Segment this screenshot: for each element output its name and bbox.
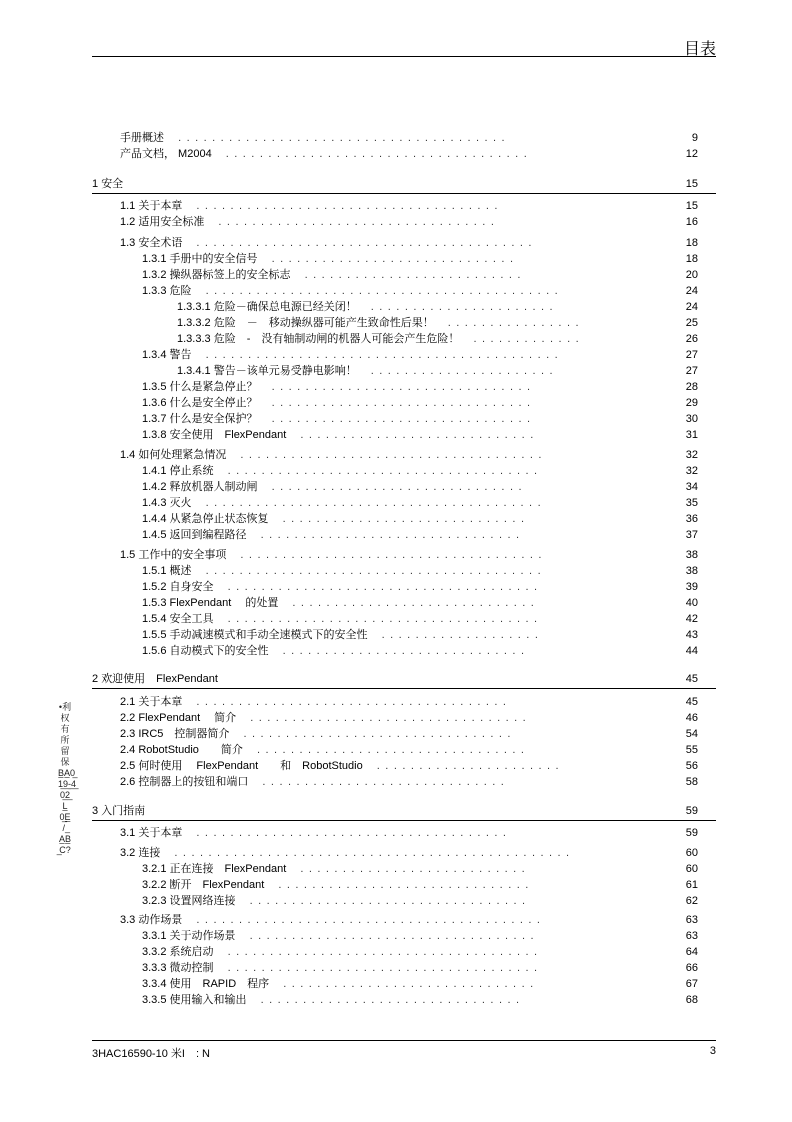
toc-page-number: 29 [685,397,698,409]
toc-entry [92,929,698,943]
toc-page-number: 63 [685,930,698,942]
toc-number: 1.4.4 [142,513,167,525]
toc-title: 灭火 [169,497,192,509]
toc-entry [92,596,698,610]
toc-leader-dots: . . . . . . . . . . . . . . . . . . . . . . . . . . . . . . . [271,413,532,425]
toc-number: 1.3.3.2 [177,317,211,329]
toc-entry [92,743,698,757]
toc-leader-dots: . . . . . . . . . . . . . . . . . . . . . . . . . . . . . . . . . . . . . [196,827,508,839]
side-text: •利权有所留保B̲A̲0̲1̲9̲-̲4̲0̲2̲ L̲ 0̲E̲ / ̲ A̲B̲ ̲C? [58,702,77,855]
toc-title: 危险 － 移动操纵器可能产生致命性后果！ [213,317,434,329]
toc-page-number: 46 [685,712,698,724]
toc-title: 断开 FlexPendant [169,879,265,891]
toc-number: 1.3 [120,237,136,249]
toc-entry [92,993,698,1007]
toc-title: 警告－该单元易受静电影响！ [213,365,357,377]
toc-title: 连接 [138,847,161,859]
toc-leader-dots: . . . . . . . . . . . . . . . . . . . . . . . . . . . . . . . . . . [249,930,535,942]
toc-title: 工作中的安全事项 [138,549,227,561]
toc-leader-dots: . . . . . . . . . . . . . . . . . . . . . . . . . . . . . . . . [243,728,512,740]
toc-number: 1.3.3 [142,285,167,297]
toc-title: 什么是安全保护？ [169,413,258,425]
toc-page-number: 38 [685,565,698,577]
toc-page-number: 38 [685,549,698,561]
toc-leader-dots: . . . . . . . . . . . . . . . . [447,317,580,329]
toc-number: 1.1 [120,200,136,212]
toc-title: 安全术语 [138,237,183,249]
toc-page-number: 68 [685,994,698,1006]
toc-title: 关于本章 [138,200,183,212]
toc-leader-dots: . . . . . . . . . . . . . . . . . . . . . . . . . . . . . . [278,879,530,891]
page-title: 目表 [683,39,716,58]
toc-number: 2.5 [120,760,136,772]
toc-number: 3.3.1 [142,930,167,942]
toc-entry [92,775,698,789]
toc-number: 1.4.3 [142,497,167,509]
toc-page-number: 59 [685,805,698,817]
toc-number: 2.1 [120,696,136,708]
toc-title: 关于本章 [138,827,183,839]
toc-title: 使用 RAPID 程序 [169,978,270,990]
toc-entry [92,480,698,494]
toc-leader-dots: . . . . . . . . . . . . . . . . . . . . . . . . . . . . . . [271,481,523,493]
toc-entry [92,528,698,542]
toc-entry [92,348,698,362]
toc-entry [92,512,698,526]
toc-page-number: 37 [685,529,698,541]
toc-page-number: 32 [685,465,698,477]
toc-number: 2.6 [120,776,136,788]
toc-title: IRC5 控制器简介 [138,728,230,740]
toc-title: 安全 [101,178,124,190]
toc-chapter [92,177,698,191]
toc-entry [92,961,698,975]
toc-title: 从紧急停止状态恢复 [169,513,269,525]
toc-page-number: 30 [685,413,698,425]
toc-number: 1.3.7 [142,413,167,425]
toc-entry [92,199,698,213]
toc-title: 微动控制 [169,962,214,974]
toc-page-number: 42 [685,613,698,625]
toc-number: 1.5.3 [142,597,167,609]
toc-leader-dots: . . . . . . . . . . . . . . . . . . . . . . . . . . . . . . . . . . . . . . . . [205,497,542,509]
toc-title: 手册中的安全信号 [169,253,258,265]
toc-leader-dots: . . . . . . . . . . . . . . . . . . . . . . . . . . . . . . . . . . . . . [227,465,539,477]
toc-leader-dots: . . . . . . . . . . . . . . . . . . . . . . . . . . . . . [262,776,506,788]
toc-leader-dots: . . . . . . . . . . . . . . . . . . . . . . . . . . . . . . . . . . . . . . . . . . [205,285,559,297]
toc-leader-dots: . . . . . . . . . . . . . . . . . . . . . . . . . . . . . [282,513,526,525]
toc-entry [92,332,698,346]
toc-number: 1.3.2 [142,269,167,281]
footer-page-number: 3 [709,1045,716,1057]
toc-number: 2.3 [120,728,136,740]
toc-page-number: 67 [685,978,698,990]
toc-number: 1.3.6 [142,397,167,409]
footer-doc-id: 3HAC16590-10 米I : N [92,1048,210,1060]
toc-page-number: 60 [685,863,698,875]
toc-number: 1.4.1 [142,465,167,477]
toc-title: FlexPendant 的处置 [169,597,279,609]
toc-title: 手册概述 [120,132,164,144]
toc-page-number: 27 [685,365,698,377]
toc-title: 危险 [169,285,192,297]
toc-page-number: 45 [685,696,698,708]
toc-number: 1.4 [120,449,136,461]
toc-title: 适用安全标准 [138,216,205,228]
toc-number: 1.4.2 [142,481,167,493]
toc-entry [92,894,698,908]
toc-title: 使用输入和输出 [169,994,247,1006]
toc-entry [92,580,698,594]
toc-page-number: 54 [685,728,698,740]
chapter-rule [92,688,716,689]
toc-entry [92,252,698,266]
toc-title: 停止系统 [169,465,214,477]
toc-entry [92,977,698,991]
toc-page-number: 31 [685,429,698,441]
toc-chapter [92,804,698,818]
toc-title: 系统启动 [169,946,214,958]
toc-entry [92,236,698,250]
toc-page-number: 18 [685,253,698,265]
toc-title: 自身安全 [169,581,214,593]
toc-leader-dots: . . . . . . . . . . . . . . . . . . . . . . . . . . . . . . . [271,397,532,409]
toc-entry [92,826,698,840]
toc-leader-dots: . . . . . . . . . . . . . . . . . . . . . . . . . . . . . . . . . . . . . . . . [205,565,542,577]
toc-title: 如何处理紧急情况 [138,449,227,461]
top-rule [92,56,716,57]
toc-leader-dots: . . . . . . . . . . . . . . . . . . . . . . . . . . . . [300,429,535,441]
toc-title: 操纵器标签上的安全标志 [169,269,291,281]
toc-leader-dots: . . . . . . . . . . . . . . . . . . . . . . . . . . . . . [271,253,515,265]
toc-leader-dots: . . . . . . . . . . . . . . . . . . . . . . . . . . . . . . . . . . . . [225,148,528,160]
toc-title: 控制器上的按钮和端口 [138,776,249,788]
toc-title: 手动减速模式和手动全速模式下的安全性 [169,629,368,641]
chapter-rule [92,193,716,194]
toc-number: 1.4.5 [142,529,167,541]
toc-leader-dots: . . . . . . . . . . . . . . . . . . . . . . [370,301,554,313]
toc-number: 3.3 [120,914,136,926]
toc-number: 3.2.3 [142,895,167,907]
toc-leader-dots: . . . . . . . . . . . . . . . . . . . . . . . . . . . . . . . . . . . . [240,549,543,561]
toc-page-number: 61 [685,879,698,891]
toc-page-number: 15 [685,200,698,212]
toc-title: 什么是安全停止？ [169,397,258,409]
toc-page-number: 28 [685,381,698,393]
toc-entry [92,147,698,161]
toc-title: 欢迎使用 FlexPendant [101,673,218,685]
toc-entry [92,711,698,725]
toc-leader-dots: . . . . . . . . . . . . . . . . . . . . . . . . . . . . . [292,597,536,609]
toc-page-number: 24 [685,285,698,297]
toc-page-number: 55 [685,744,698,756]
toc-title: 何时使用 FlexPendant 和 RobotStudio [138,760,363,772]
toc-leader-dots: . . . . . . . . . . . . . . . . . . . . . . . . . . . . . . . . . . . . . . . . . . [205,349,559,361]
toc-leader-dots: . . . . . . . . . . . . . . . . . . . . . . . . . . . . . . . . . [250,712,527,724]
toc-title: 自动模式下的安全性 [169,645,269,657]
toc-leader-dots: . . . . . . . . . . . . . . . . . . . . . . . . . . . . . [282,645,526,657]
toc-number: 1.3.1 [142,253,167,265]
toc-page-number: 66 [685,962,698,974]
toc-page-number: 45 [685,673,698,685]
toc-title: 返回到编程路径 [169,529,247,541]
toc-entry [92,131,698,145]
toc-page-number: 16 [685,216,698,228]
toc-leader-dots: . . . . . . . . . . . . . . . . . . . . . . . . . . . . . . . . . [249,895,527,907]
toc-entry [92,448,698,462]
toc-entry [92,846,698,860]
toc-entry [92,628,698,642]
toc-title: 动作场景 [138,914,183,926]
toc-entry [92,727,698,741]
toc-leader-dots: . . . . . . . . . . . . . . . . . . . . . . . . . . . . . . . . [256,744,526,756]
toc-page-number: 62 [685,895,698,907]
toc-page-number: 32 [685,449,698,461]
toc-number: 1.3.3.3 [177,333,211,345]
toc-leader-dots: . . . . . . . . . . . . . . . . . . . . . . . . . . . . . . . . . [218,216,496,228]
toc-title: 设置网络连接 [169,895,236,907]
toc-page-number: 36 [685,513,698,525]
toc-page-number: 60 [685,847,698,859]
toc-leader-dots: . . . . . . . . . . . . . . . . . . . . . . . . . . . [300,863,526,875]
toc-page-number: 43 [685,629,698,641]
toc-leader-dots: . . . . . . . . . . . . . . . . . . . . . . . . . . . . . . . . . . . . . [196,696,508,708]
toc-title: 危险－确保总电源已经关闭！ [213,301,357,313]
toc-leader-dots: . . . . . . . . . . . . . . . . . . . . . . [376,760,560,772]
toc-number: 1.5.2 [142,581,167,593]
toc-page-number: 63 [685,914,698,926]
toc-entry [92,878,698,892]
toc-entry [92,496,698,510]
toc-title: FlexPendant 简介 [138,712,237,724]
toc-number: 3 [92,805,99,817]
toc-title: 释放机器人制动闸 [169,481,258,493]
toc-entry [92,268,698,282]
toc-title: 正在连接 FlexPendant [169,863,287,875]
toc-page-number: 25 [685,317,698,329]
toc-entry [92,759,698,773]
toc-page-number: 58 [685,776,698,788]
toc-number: 3.1 [120,827,136,839]
toc-leader-dots: . . . . . . . . . . . . . . . . . . . . . . . . . . . . . . . . . . . . . . . [178,132,506,144]
toc-entry [92,215,698,229]
toc-title: 安全使用 FlexPendant [169,429,287,441]
toc-leader-dots: . . . . . . . . . . . . . [473,333,580,345]
toc-page-number: 35 [685,497,698,509]
toc-page-number: 15 [685,178,698,190]
toc-title: 警告 [169,349,192,361]
toc-number: 1.3.8 [142,429,167,441]
toc-number: 2 [92,673,99,685]
toc-page-number: 34 [685,481,698,493]
toc-number: 2.2 [120,712,136,724]
chapter-rule [92,820,716,821]
toc-title: 安全工具 [169,613,214,625]
toc-leader-dots: . . . . . . . . . . . . . . . . . . . . . . . . . . [304,269,522,281]
toc-leader-dots: . . . . . . . . . . . . . . . . . . . . . . . . . . . . . . . . . . . . . . . . . . . . . . . [174,847,571,859]
toc-number: 1.5.4 [142,613,167,625]
toc-entry [92,913,698,927]
toc-entry [92,412,698,426]
toc-number: 1.5.5 [142,629,167,641]
toc-number: 1.5 [120,549,136,561]
toc-number: 3.3.3 [142,962,167,974]
toc-number: 3.3.4 [142,978,167,990]
toc-page-number: 9 [691,132,698,144]
toc-entry [92,284,698,298]
toc-page-number: 64 [685,946,698,958]
toc-entry [92,548,698,562]
toc-entry [92,862,698,876]
toc-page-number: 24 [685,301,698,313]
toc-leader-dots: . . . . . . . . . . . . . . . . . . . . . . . . . . . . . . . . . . . . [196,200,499,212]
toc-chapter [92,672,698,686]
toc-number: 3.3.5 [142,994,167,1006]
toc-entry [92,464,698,478]
toc-leader-dots: . . . . . . . . . . . . . . . . . . . . . . . . . . . . . . . [271,381,532,393]
toc-title: 入门指南 [101,805,146,817]
toc-leader-dots: . . . . . . . . . . . . . . . . . . . . . . . . . . . . . . . . . . . . . [227,581,539,593]
toc-number: 3.2.1 [142,863,167,875]
toc-number: 1 [92,178,99,190]
toc-number: 1.2 [120,216,136,228]
toc-title: 什么是紧急停止？ [169,381,258,393]
toc-title: 关于动作场景 [169,930,236,942]
toc-title: 危险 - 没有轴制动闸的机器人可能会产生危险！ [213,333,460,345]
toc-number: 1.3.4 [142,349,167,361]
toc-leader-dots: . . . . . . . . . . . . . . . . . . . . . . . . . . . . . . . [260,994,521,1006]
toc-leader-dots: . . . . . . . . . . . . . . . . . . . [381,629,540,641]
toc-leader-dots: . . . . . . . . . . . . . . . . . . . . . . . . . . . . . . . [260,529,521,541]
toc-number: 2.4 [120,744,136,756]
toc-leader-dots: . . . . . . . . . . . . . . . . . . . . . . [370,365,554,377]
toc-page-number: 12 [685,148,698,160]
toc-page-number: 20 [685,269,698,281]
toc-number: 3.2.2 [142,879,167,891]
toc-entry [92,300,698,314]
toc-leader-dots: . . . . . . . . . . . . . . . . . . . . . . . . . . . . . . [283,978,535,990]
toc-entry [92,564,698,578]
toc-leader-dots: . . . . . . . . . . . . . . . . . . . . . . . . . . . . . . . . . . . . . . . . . [196,914,542,926]
toc-title: 关于本章 [138,696,183,708]
toc-entry [92,945,698,959]
toc-title: 产品文档， M2004 [120,148,212,160]
toc-entry [92,612,698,626]
toc-page-number: 44 [685,645,698,657]
toc-page-number: 27 [685,349,698,361]
toc-leader-dots: . . . . . . . . . . . . . . . . . . . . . . . . . . . . . . . . . . . . . . . . [196,237,533,249]
toc-number: 1.3.3.1 [177,301,211,313]
toc-number: 1.3.4.1 [177,365,211,377]
toc-number: 1.3.5 [142,381,167,393]
toc-leader-dots: . . . . . . . . . . . . . . . . . . . . . . . . . . . . . . . . . . . . [240,449,543,461]
toc-leader-dots: . . . . . . . . . . . . . . . . . . . . . . . . . . . . . . . . . . . . . [227,962,539,974]
toc-page-number: 18 [685,237,698,249]
toc-entry [92,428,698,442]
toc-entry [92,380,698,394]
toc-entry [92,316,698,330]
toc-title: 概述 [169,565,192,577]
toc-page-number: 26 [685,333,698,345]
toc-page-number: 56 [685,760,698,772]
toc-page-number: 59 [685,827,698,839]
toc-number: 3.2 [120,847,136,859]
toc-entry [92,364,698,378]
toc-number: 1.5.1 [142,565,167,577]
toc-page-number: 39 [685,581,698,593]
toc-number: 1.5.6 [142,645,167,657]
toc-page-number: 40 [685,597,698,609]
toc-leader-dots: . . . . . . . . . . . . . . . . . . . . . . . . . . . . . . . . . . . . . [227,613,539,625]
toc-entry [92,644,698,658]
toc-leader-dots: . . . . . . . . . . . . . . . . . . . . . . . . . . . . . . . . . . . . . [227,946,539,958]
toc-entry [92,396,698,410]
toc-entry [92,695,698,709]
bottom-rule [92,1040,716,1041]
toc-number: 3.3.2 [142,946,167,958]
toc-title: RobotStudio 简介 [138,744,243,756]
